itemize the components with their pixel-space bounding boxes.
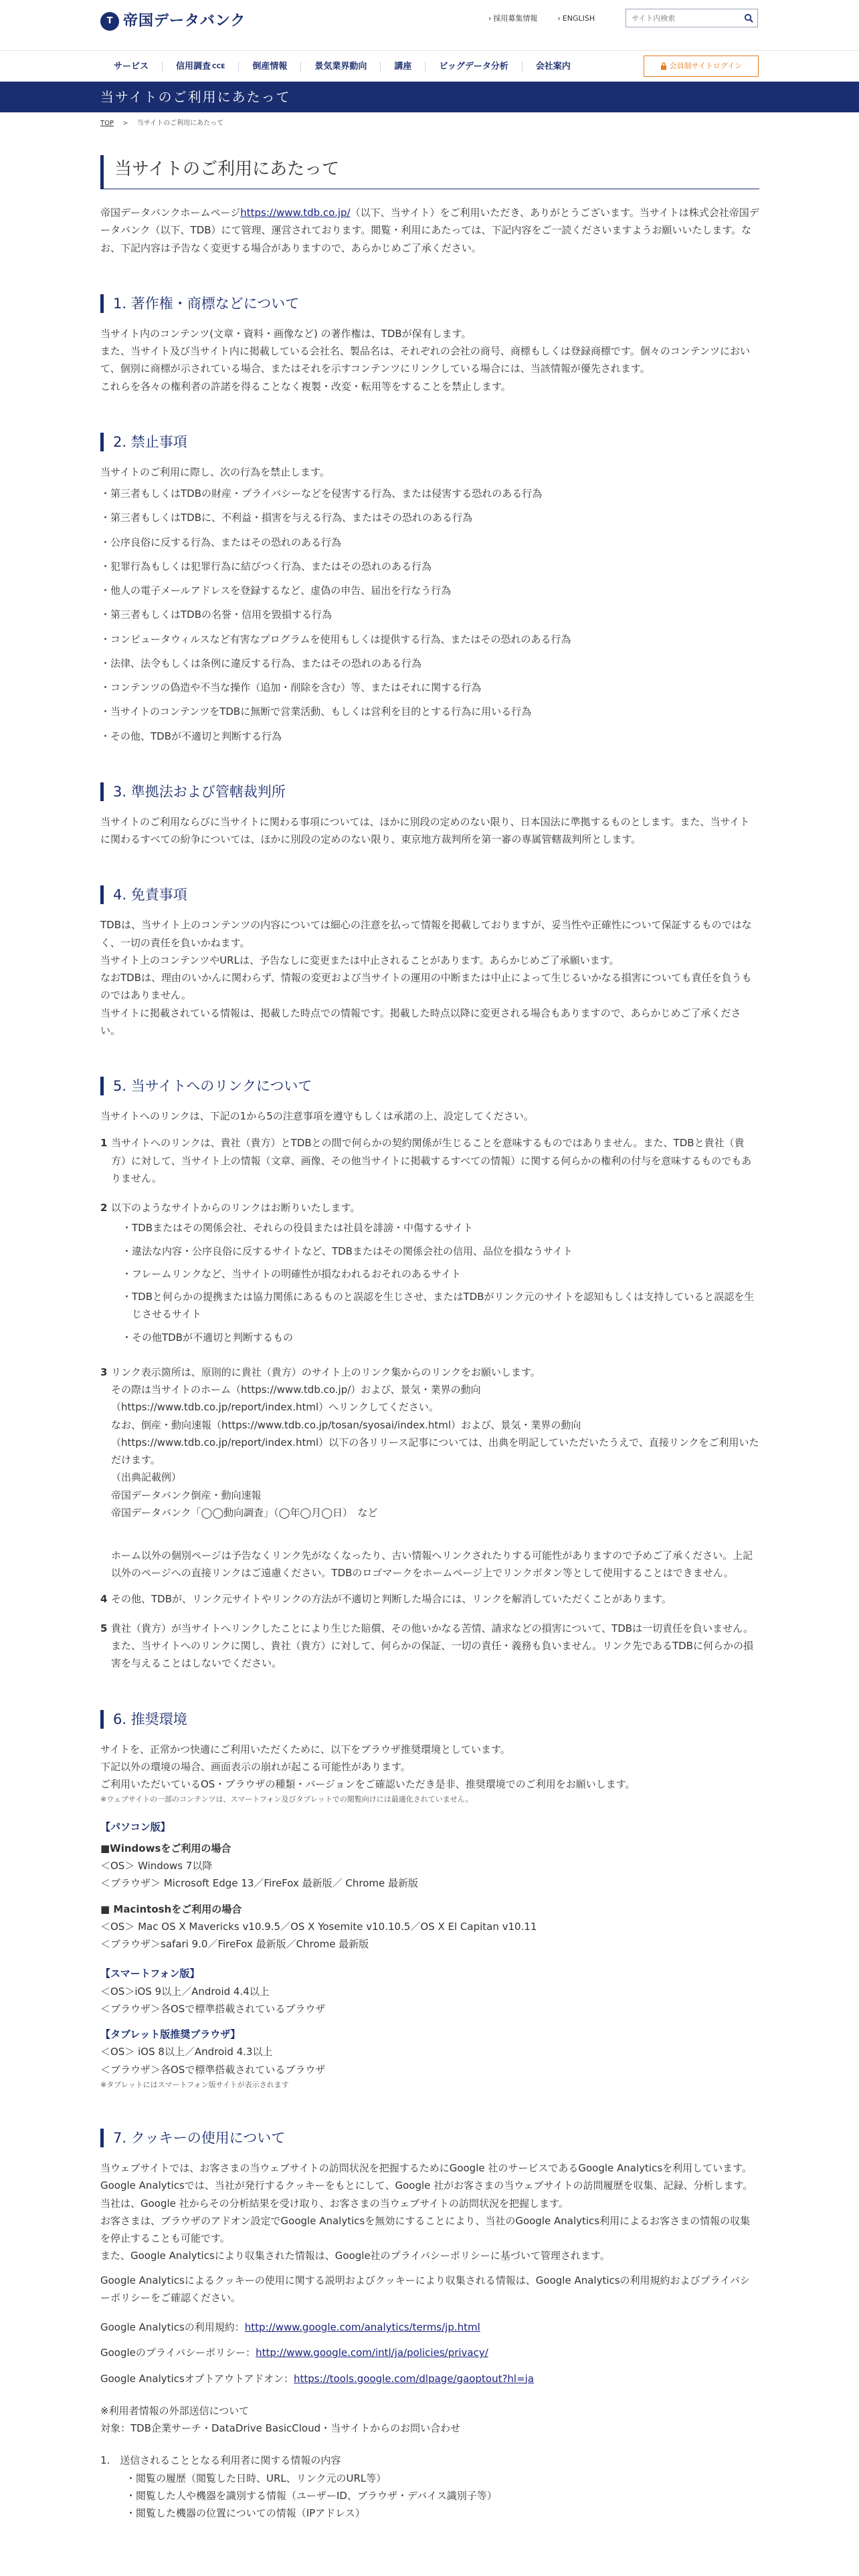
global-nav <box>0 50 859 82</box>
link-rule-2: 2 以下のようなサイトからのリンクはお断りいたします。 ・TDBまたはその関係会社、それらの役員または社員を誹謗・中傷するサイト ・違法な内容・公序良俗に反するサイトなど、TDBまたはその関係会社の信用、品位を損なうサイト ・フレームリンクなど、当サイトの明確性が損なわれるおそれのあるサイト ・TDBと何らかの提携または協力関係にあるものと誤認を生じさせ、またはTDBがリンク元のサイトを認知もしくは支持していると誤認を生じさせるサイト ・その他TDBが不適切と判断するもの <box>100 1199 759 1352</box>
list-item: ・犯罪行為もしくは犯罪行為に結びつく行為、またはその恐れのある行為 <box>100 560 432 572</box>
link-rule-1: 1 当サイトへのリンクは、貴社（貴方）とTDBとの間で何らかの契約関係が生じることを意味するものではありません。また、TDBと貴社（貴方）に対して、当サイト上の情報（文章、画像、その他当サイトに掲載するすべての情報）に関する何らかの権利の付与を意味するものでもありません。 <box>100 1137 752 1184</box>
banner-title: 当サイトのご利用にあたって <box>100 89 291 105</box>
section-title-environment: 6. 推奨環境 <box>100 1710 759 1729</box>
list-item: ・第三者もしくはTDBの財産・プライバシーなどを侵害する行為、または侵害する恐れのある行為 <box>100 488 543 500</box>
list-item: ・コンピュータウィルスなど有害なプログラムを使用もしくは提供する行為、またはその恐れのある行為 <box>100 633 571 645</box>
logo-mark-icon: T <box>100 12 119 31</box>
ga-optout-link[interactable]: https://tools.google.com/dlpage/gaoptout?hl=ja <box>293 2372 535 2385</box>
util-link-english[interactable]: › ENGLISH <box>557 14 595 23</box>
disclaimer-text: 当サイトに掲載されている情報は、掲載した時点での情報です。掲載した時点以降に変更される場合もありますので、あらかじめご了承ください。 <box>100 1006 741 1037</box>
section-title-prohibited: 2. 禁止事項 <box>100 433 759 451</box>
nav-item[interactable]: 景気業界動向 <box>301 62 381 72</box>
section-title-copyright: 1. 著作権・商標などについて <box>100 294 759 313</box>
tablet-heading: 【タブレット版推奨ブラウザ】 <box>100 2028 241 2040</box>
list-item: ・その他TDBが不適切と判断するもの <box>122 1331 294 1344</box>
main-content: 当サイトのご利用にあたって 帝国データバンクホームページhttps://www.tdb.co.jp/（以下、当サイト）をご利用いただき、ありがとうございます。当サイトは株式会社帝国データバンク（以下、TDB）にて管理、運営されております。閲覧・利用にあたっては、下記内容をご一読くださいますようお願いいたします。なお、下記内容は予告なく変更する場合がありますので、あらかじめご了承ください。 1. 著作権・商標などについて 当サイト内のコンテンツ(文章・資料・画像など) の著作権は、TDBが保有します。 また、当サイト及び当サイト内に掲載している会社名、製品名は、それぞれの会社の商号、商標もしくは登録商標です。個々のコンテンツにおいて、個別に商標が示されている場合、またはそれを示すコンテンツにリンクしている場合には、当該情報が優先されます。 これらを各々の権利者の許諾を得ることなく複製・改変・転用等をすることを禁止します。 2. 禁止事項 当サイトのご利用に際し、次の行為を禁止します。 ・第三者もしくはTDBの財産・プライバシーなどを侵害する行為、または侵害する恐れのある行為 ・第三者もしくはTDBに、不利益・損害を与える行為、またはその恐れのある行為 ・公序良俗に反する行為、またはその恐れのある行為 ・犯罪行為もしくは犯罪行為に結びつく行為、またはその恐れのある行為 ・他人の電子メールアドレスを登録するなど、虚偽の申告、届出を行なう行為 ・第三者もしくはTDBの名誉・信用を毀損する行為 ・コンピュータウィルスなど有害なプログラムを使用もしくは提供する行為、またはその恐れのある行為 ・法律、法令もしくは条例に違反する行為、またはその恐れのある行為 ・コンテンツの偽造や不当な操作（追加・削除を含む）等、またはそれに関する行為 ・当サイトのコンテンツをTDBに無断で営業活動、もしくは営利を目的とする行為に用いる行為 ・その他、TDBが不適切と判断する行為 3. 準拠法および管轄裁判所 当サイトのご利用ならびに当サイトに関わる事項については、ほかに別段の定めのない限り、日本国法に準拠するものとします。また、当サイトに関わるすべての紛争については、ほかに別段の定めのない限り、東京地方裁判所を第一審の専属管轄裁判所とします。 4. 免責事項 TDBは、当サイト上のコンテンツの内容については細心の注意を払って情報を掲載しておりますが、妥当性や正確性について保証するものではなく、一切の責任を負いかねます。 当サイト上のコンテンツやURLは、予告なしに変更または中止されることがあります。あらかじめご了承願います。 なおTDBは、理由のいかんに関わらず、情報の変更および当サイトの運用の中断または中止によって生じるいかなる損害についても責任を負うものではありません。 当サイトに掲載されている情報は、掲載した時点での情報です。掲載した時点以降に変更される場合もありますので、あらかじめご了承ください。 5. 当サイトへのリンクについて 当サイトへのリンクは、下記の1から5の注意事項を遵守もしくは承諾の上、設定してください。 1 当サイトへのリンクは、貴社（貴方）とTDBとの間で何らかの契約関係が生じることを意味するものではありません。また、TDBと貴社（貴方）に対して、当サイト上の情報（文章、画像、その他当サイトに掲載するすべての情報）に関する何らかの権利の付与を意味するものでもありません。 2 以下のようなサイトからのリンクはお断りいたします。 ・TDBまたはその関係会社、それらの役員または社員を誹謗・中傷するサイト ・違法な内容・公序良俗に反するサイトなど、TDBまたはその関係会社の信用、品位を損なうサイト ・フレームリンクなど、当サイトの明確性が損なわれるおそれのあるサイト ・TDBと何らかの提携または協力関係にあるものと誤認を生じさせ、またはTDBがリンク元のサイトを認知もしくは支持していると誤認を生じさせるサイト ・その他TDBが不適切と判断するもの 3 リンク表示箇所は、原則的に貴社（貴方）のサイト上のリンク集からのリンクをお願いします。 その際は当サイトのホーム（https://www.tdb.co.jp/）および、景気・業界の動向 （https://www.tdb.co.jp/report/index.html）へリンクしてください。 なお、倒産・動向速報（https://www.tdb.co.jp/tosan/syosai/index.html）および、景気・業界の動向 （https://www.tdb.co.jp/report/index.html）以下の各リリース記事については、出典を明記していただいたうえで、直接リンクをご利用いただけます。 （出典記載例） 帝国データバンク倒産・動向速報 帝国データバンク「◯◯動向調査」（◯年◯月◯日） など ホーム以外の個別ページは予告なくリンク先がなくなったり、古い情報へリンクされたりする可能性がありますので予めご了承ください。上記以外のページへの直接リンクはご遠慮ください。TDBのロゴマークをホームページ上でリンクボタン等として使用することはできません。 4 その他、TDBが、リンク元サイトやリンクの方法が不適切と判断した場合には、リンクを解消していただくことがあります。 5 貴社（貴方）が当サイトへリンクしたことにより生じた賠償、その他いかなる苦情、請求などの損害について、TDBは一切責任を負いません。また、当サイトへのリンクに関し、貴社（貴方）に対して、何らかの保証、一切の責任・義務も負いません。リンク先であるTDBに何らかの損害を与えることはしないでください。 6. 推奨環境 サイトを、正常かつ快適にご利用いただくために、以下をブラウザ推奨環境としています。 下記以外の環境の場合、画面表示の崩れが起こる可能性があります。 ご利用いただいているOS・ブラウザの種類・バージョンをご確認いただき是非、推奨環境でのご利用をお願いします。 ※ウェブサイトの一部のコンテンツは、スマートフォン及びタブレットでの閲覧向けには最適化されていません。 【パソコン版】 ■Windowsをご利用の場合 ＜OS＞ Windows 7以降 ＜ブラウザ＞ Microsoft Edge 13／FireFox 最新版／ Chrome 最新版 ■ Macintoshをご利用の場合 ＜OS＞ Mac OS X Mavericks v10.9.5／OS X Yosemite v10.10.5／OS X El Capitan v10.11 ＜ブラウザ＞safari 9.0／FireFox 最新版／Chrome 最新版 【スマートフォン版】 ＜OS＞iOS 9以上／Android 4.4以上 ＜ブラウザ＞各OSで標準搭載されているブラウザ 【タブレット版推奨ブラウザ】 ＜OS＞ iOS 8以上／Android 4.3以上 ＜ブラウザ＞各OSで標準搭載されているブラウザ ※タブレットにはスマートフォン版サイトが表示されます 7. クッキーの使用について 当ウェブサイトでは、お客さまの当ウェブサイトの訪問状況を把握するためにGoogle 社のサービスであるGoogle Analyticsを利用しています。Google Analyticsでは、当社が発行するクッキーをもとにして、Google 社がお客さまの当ウェブサイトの訪問履歴を収集、記録、分析します。当社は、Google 社からその分析結果を受け取り、お客さまの当ウェブサイトの訪問状況を把握します。 お客さまは、ブラウザのアドオン設定でGoogle Analyticsを無効にすることにより、当社のGoogle Analytics利用によるお客さまの情報の収集を停止することも可能です。 また、Google Analyticsにより収集された情報は、Google社のプライバシーポリシーに基づいて管理されます。 Google Analyticsによるクッキーの使用に関する説明およびクッキーにより収集される情報は、Google Analyticsの利用規約およびプライバシーポリシーをご確認ください。 Google Analyticsの利用規約：http://www.google.com/analytics/terms/jp.html Googleのプライバシーポリシー：http://www.google.com/intl/ja/policies/privacy/ Google Analyticsオプトアウトアドオン：https://tools.google.com/dlpage/gaoptout?hl=ja ※利用者情報の外部送信について 対象：TDB企業サーチ・DataDrive BasicCloud・当サイトからのお問い合わせ 1. 送信されることとなる利用者に関する情報の内容 ・閲覧の履歴（閲覧した日時、URL、リンク元のURL等） ・閲覧した人や機器を識別する情報（ユーザーID、ブラウザ・デバイス識別子等） ・閲覧した機器の位置についての情報（IPアドレス） <box>100 155 759 2522</box>
list-item: ・TDBまたはその関係会社、それらの役員または社員を誹謗・中傷するサイト <box>122 1222 473 1235</box>
utility-links <box>488 12 595 25</box>
link-note: ホーム以外の個別ページは予告なくリンク先がなくなったり、古い情報へリンクされたりする可能性がありますので予めご了承ください。上記以外のページへの直接リンクはご遠慮ください。TDBのロゴマークをホームページ上でリンクボタン等として使用することはできません。 <box>111 1549 753 1580</box>
disclaimer-text: 当サイト上のコンテンツやURLは、予告なしに変更または中止されることがあります。あらかじめご了承願います。 <box>100 954 619 966</box>
list-item: ・第三者もしくはTDBの名誉・信用を毀損する行為 <box>100 609 332 621</box>
ga-terms-link[interactable]: http://www.google.com/analytics/terms/jp.html <box>244 2321 480 2333</box>
report-link-text[interactable]: （https://www.tdb.co.jp/report/index.html）以下の各リリース記事については、出典を明記していただいたうえで、直接リンクをご利用いただけます。 <box>111 1436 759 1466</box>
google-privacy-link[interactable]: http://www.google.com/intl/ja/policies/privacy/ <box>256 2347 488 2359</box>
lock-icon <box>660 62 667 70</box>
external-transmission-list: 1. 送信されることとなる利用者に関する情報の内容 ・閲覧の履歴（閲覧した日時、URL、リンク元のURL等） ・閲覧した人や機器を識別する情報（ユーザーID、ブラウザ・デバイス識別子等） ・閲覧した機器の位置についての情報（IPアドレス） <box>100 2454 497 2519</box>
list-item: ・TDBと何らかの提携または協力関係にあるものと誤認を生じさせ、またはTDBがリンク元のサイトを認知もしくは支持していると誤認を生じさせるサイト <box>122 1291 755 1321</box>
chevron-right-icon: › <box>488 14 492 23</box>
link-rule-4: 4 その他、TDBが、リンク元サイトやリンクの方法が不適切と判断した場合には、リンクを解消していただくことがあります。 <box>100 1592 672 1605</box>
intro-text: 帝国データバンクホームページhttps://www.tdb.co.jp/（以下、当サイト）をご利用いただき、ありがとうございます。当サイトは株式会社帝国データバンク（以下、TDB）にて管理、運営されております。閲覧・利用にあたっては、下記内容をご一読くださいますようお願いいたします。なお、下記内容は予告なく変更する場合がありますので、あらかじめご了承ください。 <box>100 207 759 254</box>
home-link-text[interactable]: その際は当サイトのホーム（https://www.tdb.co.jp/）および、景気・業界の動向 <box>111 1384 481 1396</box>
governing-law-text: 当サイトのご利用ならびに当サイトに関わる事項については、ほかに別段の定めのない限り、日本国法に準拠するものとします。また、当サイトに関わるすべての紛争については、ほかに別段の定めのない限り、東京地方裁判所を第一審の専属管轄裁判所とします。 <box>100 815 750 845</box>
site-header <box>0 0 859 50</box>
search-box <box>626 9 758 27</box>
page-banner <box>0 82 859 112</box>
smartphone-heading: 【スマートフォン版】 <box>100 1967 200 1980</box>
breadcrumb <box>100 118 223 130</box>
nav-item[interactable]: 信用調査 CCE <box>163 62 239 72</box>
page-title: 当サイトのご利用にあたって <box>100 155 759 189</box>
copyright-text: これらを各々の権利者の許諾を得ることなく複製・改変・転用等をすることを禁止します。 <box>100 380 511 393</box>
nav-item[interactable]: ビッグデータ分析 <box>425 62 522 72</box>
disclaimer-text: なおTDBは、理由のいかんに関わらず、情報の変更および当サイトの運用の中断または中止によって生じるいかなる損害についても責任を負うものではありません。 <box>100 972 752 1002</box>
nav-item[interactable]: 会社案内 <box>535 61 571 72</box>
site-logo[interactable] <box>100 9 246 35</box>
chevron-right-icon: › <box>557 14 561 23</box>
report-link-text[interactable]: （https://www.tdb.co.jp/report/index.html）へリンクしてください。 <box>111 1401 439 1414</box>
logo-text: 帝国データバンク <box>123 13 246 29</box>
nav-item[interactable]: サービス <box>100 62 163 72</box>
nav-item[interactable]: 倒産情報 <box>239 62 301 72</box>
copyright-text: 当サイト内のコンテンツ(文章・資料・画像など) の著作権は、TDBが保有します。 <box>100 327 472 340</box>
disclaimer-text: TDBは、当サイト上のコンテンツの内容については細心の注意を払って情報を掲載しておりますが、妥当性や正確性について保証するものではなく、一切の責任を負いかねます。 <box>100 919 752 949</box>
links-lead: 当サイトへのリンクは、下記の1から5の注意事項を遵守もしくは承諾の上、設定してください。 <box>100 1110 534 1122</box>
list-item: ・フレームリンクなど、当サイトの明確性が損なわれるおそれのあるサイト <box>122 1267 462 1280</box>
breadcrumb-separator: > <box>116 120 135 127</box>
tosan-link-text[interactable]: なお、倒産・動向速報（https://www.tdb.co.jp/tosan/syosai/index.html）および、景気・業界の動向 <box>111 1418 581 1431</box>
link-rule-3: 3 リンク表示箇所は、原則的に貴社（貴方）のサイト上のリンク集からのリンクをお願いします。 その際は当サイトのホーム（https://www.tdb.co.jp/）および、景気・業界の動向 （https://www.tdb.co.jp/report/index.html）へリンクしてください。 なお、倒産・動向速報（https://www.tdb.co.jp/tosan/syosai/index.html）および、景気・業界の動向 （https://www.tdb.co.jp/report/index.html）以下の各リリース記事については、出典を明記していただいたうえで、直接リンクをご利用いただけます。 （出典記載例） 帝国データバンク倒産・動向速報 帝国データバンク「◯◯動向調査」（◯年◯月◯日） など ホーム以外の個別ページは予告なくリンク先がなくなったり、古い情報へリンクされたりする可能性がありますので予めご了承ください。上記以外のページへの直接リンクはご遠慮ください。TDBのロゴマークをホームページ上でリンクボタン等として使用することはできません。 <box>100 1364 759 1582</box>
intro-home-link[interactable]: https://www.tdb.co.jp/ <box>240 207 351 219</box>
list-item: ・法律、法令もしくは条例に違反する行為、またはその恐れのある行為 <box>100 657 422 669</box>
list-item: ・他人の電子メールアドレスを登録するなど、虚偽の申告、届出を行なう行為 <box>100 584 452 597</box>
list-item: ・当サイトのコンテンツをTDBに無断で営業活動、もしくは営利を目的とする行為に用いる行為 <box>100 706 532 718</box>
list-item: ・違法な内容・公序良俗に反するサイトなど、TDBまたはその関係会社の信用、品位を損なうサイト <box>122 1245 573 1257</box>
refused-sites-list <box>111 1219 759 1346</box>
global-nav-items <box>100 51 584 82</box>
list-item: ・公序良俗に反する行為、またはその恐れのある行為 <box>100 536 342 548</box>
section-title-links: 5. 当サイトへのリンクについて <box>100 1077 759 1095</box>
list-item: ・第三者もしくはTDBに、不利益・損害を与える行為、またはその恐れのある行為 <box>100 512 473 524</box>
nav-item[interactable]: 講座 <box>381 62 425 72</box>
section-title-cookies: 7. クッキーの使用について <box>100 2129 759 2147</box>
search-icon <box>744 13 753 23</box>
util-link-recruit[interactable]: › 採用募集情報 <box>488 14 538 23</box>
prohibited-list <box>100 485 759 745</box>
list-item: ・その他、TDBが不適切と判断する行為 <box>100 730 282 742</box>
section-title-governing-law: 3. 準拠法および管轄裁判所 <box>100 782 759 801</box>
link-rule-5: 5 貴社（貴方）が当サイトへリンクしたことにより生じた賠償、その他いかなる苦情、請求などの損害について、TDBは一切責任を負いません。また、当サイトへのリンクに関し、貴社（貴方）に対して、何らかの保証、一切の責任・義務も負いません。リンク先であるTDBに何らかの損害を与えることはしないでください。 <box>100 1622 753 1670</box>
copyright-text: また、当サイト及び当サイト内に掲載している会社名、製品名は、それぞれの会社の商号、商標もしくは登録商標です。個々のコンテンツにおいて、個別に商標が示されている場合、またはそれを示すコンテンツにリンクしている場合には、当該情報が優先されます。 <box>100 345 750 375</box>
search-input[interactable] <box>626 9 740 27</box>
breadcrumb-current: 当サイトのご利用にあたって <box>136 120 224 127</box>
section-title-disclaimer: 4. 免責事項 <box>100 885 759 904</box>
list-item: ・コンテンツの偽造や不当な操作（追加・削除を含む）等、またはそれに関する行為 <box>100 681 482 693</box>
search-button[interactable] <box>740 9 757 27</box>
breadcrumb-top-link[interactable]: TOP <box>100 120 114 127</box>
prohibited-lead: 当サイトのご利用に際し、次の行為を禁止します。 <box>100 465 330 478</box>
member-login-button[interactable]: 会員制サイトログイン <box>644 56 759 77</box>
pc-heading: 【パソコン版】 <box>100 1820 171 1833</box>
